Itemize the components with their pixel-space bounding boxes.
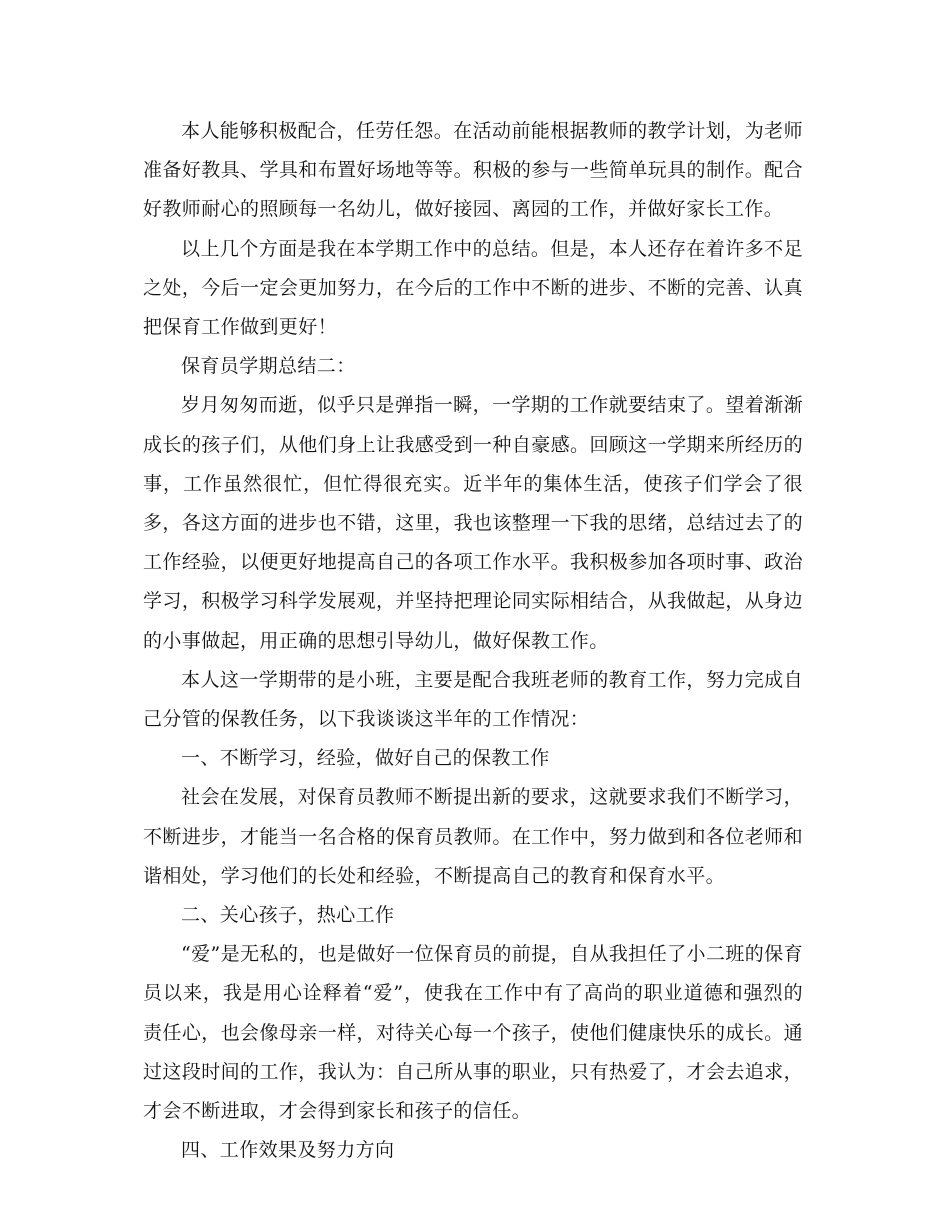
paragraph-semester-review: 岁月匆匆而逝，似乎只是弹指一瞬，一学期的工作就要结束了。望着渐渐成长的孩子们，从他们身上让我感受到一种自豪感。回顾这一学期来所经历的事，工作虽然很忙，但忙得很充实。近半年的集体生活，使孩子们学会了很多，各这方面的进步也不错，这里，我也该整理一下我的思绪，总结过去了的工作经验，以便更好地提高自己的各项工作水平。我积极参加各项时事、政治学习，积极学习科学发展观，并坚持把理论同实际相结合，从我做起，从身边的小事做起，用正确的思想引导幼儿，做好保教工作。 [143,394,803,652]
document-body [143,112,803,1170]
heading-continuous-learning: 一、不断学习，经验，做好自己的保教工作 [181,747,550,770]
paragraph-society-development: 社会在发展，对保育员教师不断提出新的要求，这就要求我们不断学习，不断进步，才能当一名合格的保育员教师。在工作中，努力做到和各位老师和谐相处，学习他们的长处和经验，不断提高自己的教育和保育水平。 [143,786,803,887]
heading-care-for-children: 二、关心孩子，热心工作 [181,904,395,927]
paragraph-summary-shortcomings: 以上几个方面是我在本学期工作中的总结。但是，本人还存在着许多不足之处，今后一定会更加努力，在今后的工作中不断的进步、不断的完善、认真把保育工作做到更好！ [143,237,803,339]
section-title-summary-two: 保育员学期总结二： [181,355,356,378]
paragraph-small-class: 本人这一学期带的是小班，主要是配合我班老师的教育工作，努力完成自己分管的保教任务，以下我谈谈这半年的工作情况： [143,668,803,731]
paragraph-love: “爱”是无私的，也是做好一位保育员的前提，自从我担任了小二班的保育员以来，我是用心诠释着“爱”，使我在工作中有了高尚的职业道德和强烈的责任心，也会像母亲一样，对待关心每一个孩子，使他们健康快乐的成长。通过这段时间的工作，我认为：自己所从事的职业，只有热爱了，才会去追求，才会不断进取，才会得到家长和孩子的信任。 [143,943,803,1123]
paragraph-cooperation: 本人能够积极配合，任劳任怨。在活动前能根据教师的教学计划，为老师准备好教具、学具和布置好场地等等。积极的参与一些简单玩具的制作。配合好教师耐心的照顾每一名幼儿，做好接园、离园的工作，并做好家长工作。 [143,120,803,221]
heading-work-results: 四、工作效果及努力方向 [181,1139,395,1162]
